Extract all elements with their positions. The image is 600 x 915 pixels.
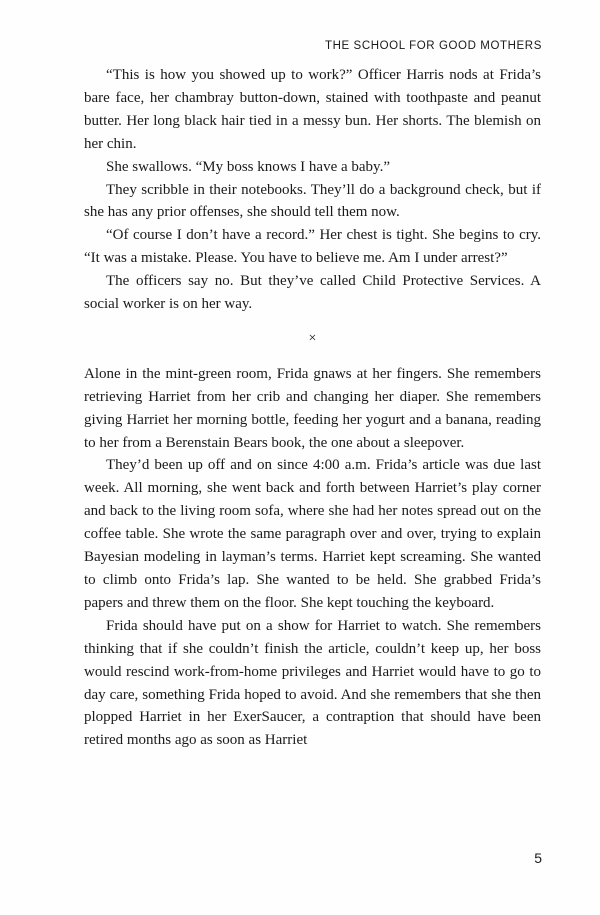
paragraph: The officers say no. But they’ve called Child Protective Services. A social worker is on her way.: [84, 273, 541, 313]
section-break-ornament: ×: [308, 330, 317, 346]
paragraph: “This is how you showed up to work?” Officer Harris nods at Frida’s bare face, her chambray button-down, stained with toothpaste and peanut butter. Her long black hair tied in a messy bun. Her shorts. The blemish on her chin.: [84, 67, 541, 152]
body-text: [84, 64, 541, 752]
paragraph: Frida should have put on a show for Harriet to watch. She remembers thinking that if she couldn’t finish the article, couldn’t keep up, her boss would rescind work-from-home privileges and Harriet would have to go to day care, something Frida hoped to avoid. And she remembers that she then plopped Harriet in her ExerSaucer, a contraption that should have been retired months ago as soon as Harriet: [84, 617, 541, 749]
paragraph: They scribble in their notebooks. They’ll do a background check, but if she has any prior offenses, she should tell them now.: [84, 181, 541, 221]
paragraph: “Of course I don’t have a record.” Her chest is tight. She begins to cry. “It was a mistake. Please. You have to believe me. Am I under arrest?”: [84, 227, 541, 267]
page-number: 5: [534, 850, 542, 866]
paragraph: She swallows. “My boss knows I have a baby.”: [106, 158, 390, 175]
running-head: THE SCHOOL FOR GOOD MOTHERS: [324, 40, 542, 52]
paragraph: They’d been up off and on since 4:00 a.m. Frida’s article was due last week. All morning, she went back and forth between Harriet’s play corner and back to the living room sofa, where she had her notes spread out on the coffee table. She wrote the same paragraph over and over, trying to explain Bayesian modeling in layman’s terms. Harriet kept screaming. She wanted to climb onto Frida’s lap. She wanted to be held. She grabbed Frida’s papers and threw them on the floor. She kept touching the keyboard.: [84, 457, 541, 611]
paragraph: Alone in the mint-green room, Frida gnaws at her fingers. She remembers retrieving Harriet from her crib and changing her diaper. She remembers giving Harriet her morning bottle, feeding her yogurt and a banana, reading to her from a Berenstain Bears book, the one about a sleepover.: [84, 365, 541, 451]
